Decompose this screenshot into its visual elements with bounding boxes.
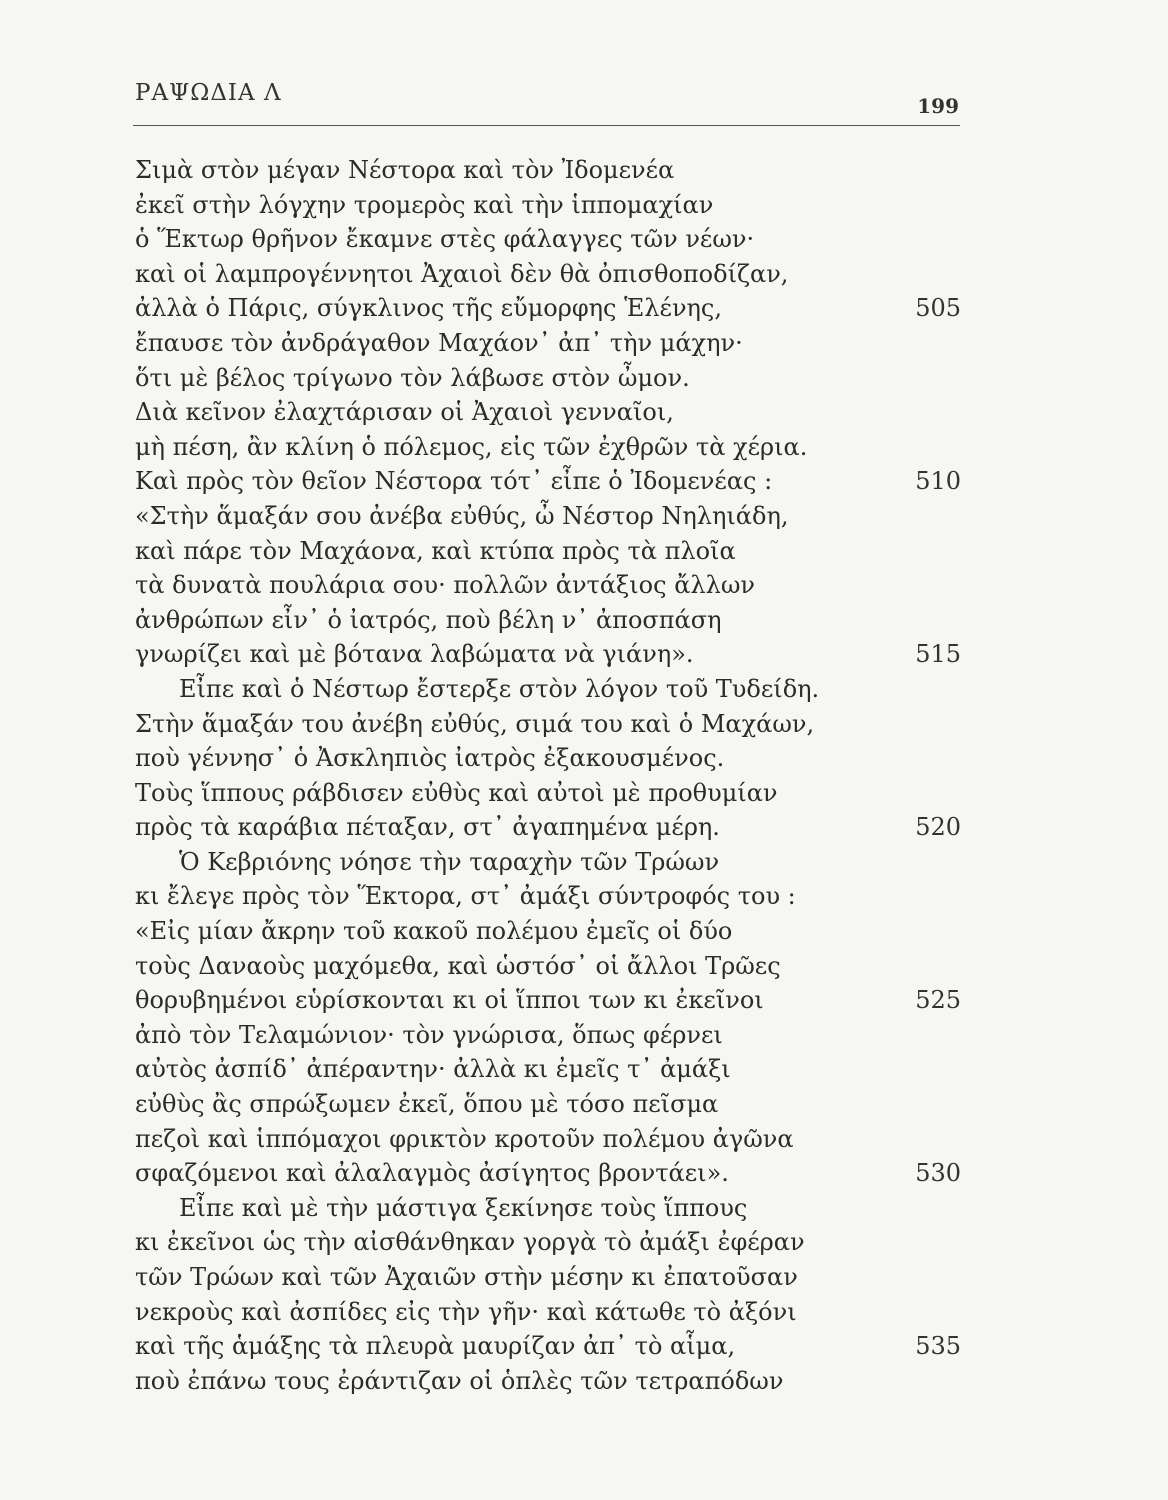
verse-line <box>135 949 961 984</box>
verse-text: μὴ πέση, ἂν κλίνη ὁ πόλεμος, εἰς τῶν ἐχθρῶν τὰ χέρια. <box>135 432 808 461</box>
verse-line <box>135 845 961 880</box>
verse-text: ἔπαυσε τὸν ἀνδράγαθον Μαχάον᾽ ἀπ᾽ τὴν μάχην· <box>135 328 743 357</box>
verse-line <box>135 914 961 949</box>
verse-line <box>135 1122 961 1157</box>
verse-line <box>135 1295 961 1330</box>
verse-line <box>135 1018 961 1053</box>
verse-text: καὶ οἱ λαμπρογέννητοι Ἀχαιοὶ δὲν θὰ ὀπισθοποδίζαν, <box>135 259 789 288</box>
verse-text: ἀλλὰ ὁ Πάρις, σύγκλινος τῆς εὔμορφης Ἑλένης, <box>135 294 722 323</box>
running-head <box>135 80 959 120</box>
verse-line <box>135 1087 961 1122</box>
verse-text: Εἶπε καὶ μὲ τὴν μάστιγα ξεκίνησε τοὺς ἵππους <box>179 1193 748 1222</box>
verse-text: Διὰ κεῖνον ἐλαχτάρισαν οἱ Ἀχαιοὶ γενναῖοι, <box>135 398 674 427</box>
chapter-title: ΡΑΨΩΔΙΑ Λ <box>135 80 282 106</box>
verse-text: ποὺ γέννησ᾽ ὁ Ἀσκληπιὸς ἰατρὸς ἐξακουσμένος. <box>135 744 725 773</box>
verse-line <box>135 257 961 292</box>
verse-line <box>135 1329 961 1364</box>
verse-text: ποὺ ἐπάνω τους ἐράντιζαν οἱ ὁπλὲς τῶν τετραπόδων <box>135 1366 784 1395</box>
verse-text: αὐτὸς ἀσπίδ᾽ ἀπέραντην· ἀλλὰ κι ἐμεῖς τ᾽ ἀμάξι <box>135 1055 731 1084</box>
page-number: 199 <box>917 94 959 118</box>
line-number: 520 <box>915 813 961 842</box>
verse-text: Στὴν ἅμαξάν του ἀνέβη εὐθύς, σιμά του καὶ ὁ Μαχάων, <box>135 709 815 738</box>
verse-line <box>135 810 961 845</box>
verse-line <box>135 153 961 188</box>
verse-line <box>135 637 961 672</box>
verse-line <box>135 361 961 396</box>
verse-text: Ὁ Κεβριόνης νόησε τὴν ταραχὴν τῶν Τρώων <box>179 847 720 876</box>
line-number: 515 <box>915 640 961 669</box>
verse-text: πρὸς τὰ καράβια πέταξαν, στ᾽ ἀγαπημένα μέρη. <box>135 813 720 842</box>
verse-line <box>135 1260 961 1295</box>
verse-line <box>135 1364 961 1399</box>
verse-line <box>135 1052 961 1087</box>
verse-text: ἐκεῖ στὴν λόγχην τρομερὸς καὶ τὴν ἱππομαχίαν <box>135 190 714 219</box>
line-number: 505 <box>915 294 961 323</box>
poem-text <box>135 153 961 1398</box>
verse-line <box>135 430 961 465</box>
verse-line <box>135 464 961 499</box>
verse-line <box>135 672 961 707</box>
verse-text: ὁ Ἕκτωρ θρῆνον ἔκαμνε στὲς φάλαγγες τῶν νέων· <box>135 225 755 254</box>
verse-line <box>135 603 961 638</box>
verse-text: ἀπὸ τὸν Τελαμώνιον· τὸν γνώρισα, ὅπως φέρνει <box>135 1020 723 1049</box>
verse-text: εὐθὺς ἂς σπρώξωμεν ἐκεῖ, ὅπου μὲ τόσο πεῖσμα <box>135 1090 719 1119</box>
verse-text: καὶ πάρε τὸν Μαχάονα, καὶ κτύπα πρὸς τὰ πλοῖα <box>135 536 736 565</box>
verse-text: Σιμὰ στὸν μέγαν Νέστορα καὶ τὸν Ἰδομενέα <box>135 156 675 184</box>
verse-text: Εἶπε καὶ ὁ Νέστωρ ἔστερξε στὸν λόγον τοῦ Τυδείδη. <box>179 674 820 703</box>
verse-line <box>135 326 961 361</box>
verse-line <box>135 188 961 223</box>
verse-line <box>135 568 961 603</box>
verse-text: ὅτι μὲ βέλος τρίγωνο τὸν λάβωσε στὸν ὦμον. <box>135 363 690 392</box>
line-number: 530 <box>915 1159 961 1188</box>
header-rule <box>133 125 960 126</box>
verse-text: «Εἰς μίαν ἄκρην τοῦ κακοῦ πολέμου ἐμεῖς οἱ δύο <box>135 917 733 946</box>
verse-line <box>135 983 961 1018</box>
verse-line <box>135 707 961 742</box>
verse-line <box>135 879 961 914</box>
verse-text: καὶ τῆς ἁμάξης τὰ πλευρὰ μαυρίζαν ἀπ᾽ τὸ αἷμα, <box>135 1332 736 1361</box>
verse-text: «Στὴν ἅμαξάν σου ἀνέβα εὐθύς, ὦ Νέστορ Νηληιάδη, <box>135 501 789 530</box>
line-number: 535 <box>915 1332 961 1361</box>
line-number: 525 <box>915 986 961 1015</box>
line-number: 510 <box>915 467 961 496</box>
verse-text: κι ἔλεγε πρὸς τὸν Ἕκτορα, στ᾽ ἀμάξι σύντροφός του : <box>135 882 796 911</box>
verse-text: νεκροὺς καὶ ἀσπίδες εἰς τὴν γῆν· καὶ κάτωθε τὸ ἀξόνι <box>135 1297 797 1326</box>
verse-line <box>135 1191 961 1226</box>
verse-text: κι ἐκεῖνοι ὡς τὴν αἰσθάνθηκαν γοργὰ τὸ ἀμάξι ἐφέραν <box>135 1228 805 1257</box>
verse-text: Καὶ πρὸς τὸν θεῖον Νέστορα τότ᾽ εἶπε ὁ Ἰδομενέας : <box>135 467 773 496</box>
verse-line <box>135 1156 961 1191</box>
verse-text: σφαζόμενοι καὶ ἀλαλαγμὸς ἀσίγητος βροντάει». <box>135 1159 729 1188</box>
verse-line <box>135 534 961 569</box>
verse-text: θορυβημένοι εὑρίσκονται κι οἱ ἵπποι των κι ἐκεῖνοι <box>135 986 764 1015</box>
verse-line <box>135 1225 961 1260</box>
verse-text: τοὺς Δαναοὺς μαχόμεθα, καὶ ὡστόσ᾽ οἱ ἄλλοι Τρῶες <box>135 951 781 980</box>
verse-line <box>135 499 961 534</box>
verse-text: γνωρίζει καὶ μὲ βότανα λαβώματα νὰ γιάνη». <box>135 640 694 669</box>
verse-text: τὰ δυνατὰ πουλάρια σου· πολλῶν ἀντάξιος ἄλλων <box>135 571 755 600</box>
verse-text: ἀνθρώπων εἶν᾽ ὁ ἰατρός, ποὺ βέλη ν᾽ ἀποσπάση <box>135 605 722 634</box>
verse-line <box>135 741 961 776</box>
verse-text: τῶν Τρώων καὶ τῶν Ἀχαιῶν στὴν μέσην κι ἐπατοῦσαν <box>135 1263 798 1291</box>
verse-line <box>135 776 961 811</box>
verse-text: πεζοὶ καὶ ἱππόμαχοι φρικτὸν κροτοῦν πολέμου ἀγῶνα <box>135 1124 794 1153</box>
verse-text: Τοὺς ἵππους ράβδισεν εὐθὺς καὶ αὐτοὶ μὲ προθυμίαν <box>135 778 778 807</box>
verse-line <box>135 291 961 326</box>
verse-line <box>135 395 961 430</box>
verse-line <box>135 222 961 257</box>
